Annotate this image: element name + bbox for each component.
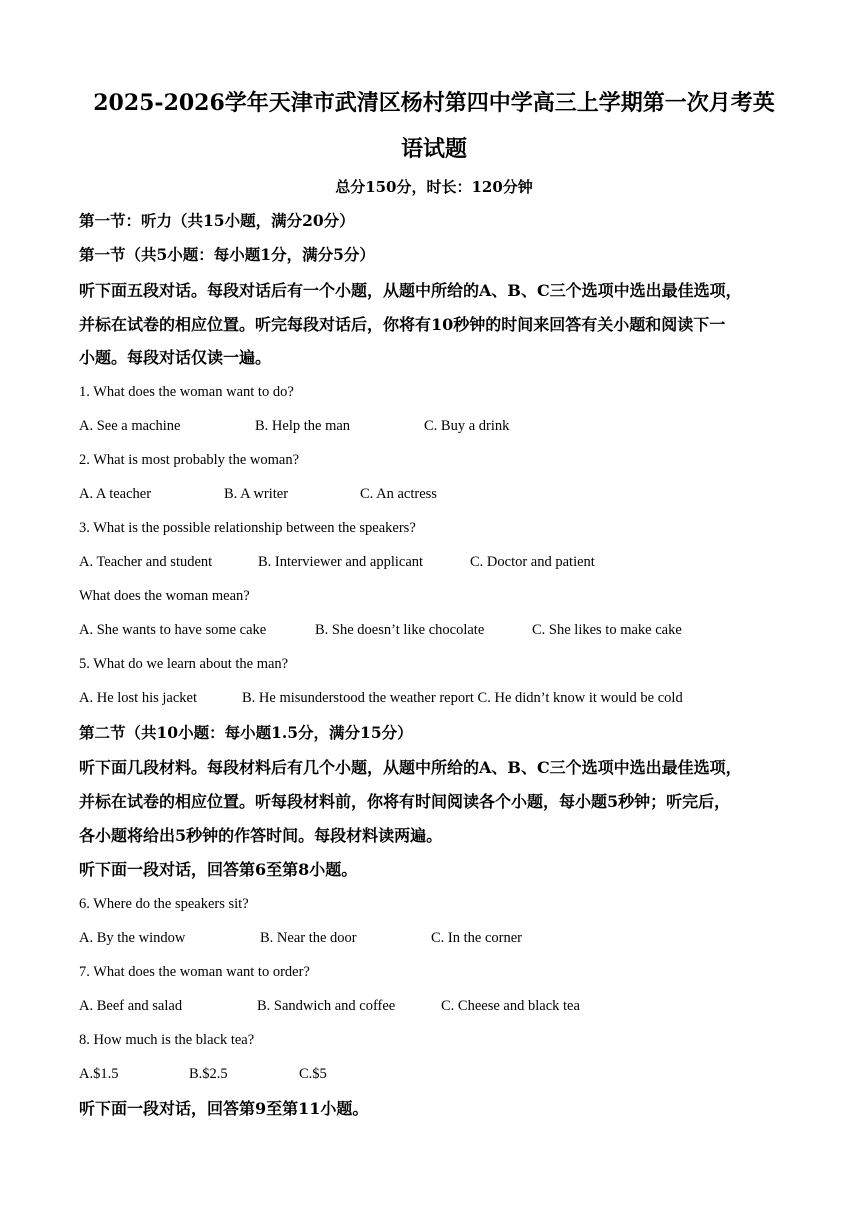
section1-instructions-line3: 小题。每段对话仅读一遍。 bbox=[79, 348, 272, 367]
question-7-option-b: B. Sandwich and coffee bbox=[257, 998, 396, 1014]
question-3-option-c: C. Doctor and patient bbox=[470, 554, 595, 570]
section2-instructions-line2: 并标在试卷的相应位置。听每段材料前，你将有时间阅读各个小题，每小题5秒钟；听完后， bbox=[79, 792, 731, 811]
dialogue-9-11-heading: 听下面一段对话，回答第9至第11小题。 bbox=[79, 1099, 369, 1118]
section2-instructions-line1: 听下面几段材料。每段材料后有几个小题，从题中所给的A、B、C三个选项中选出最佳选项， bbox=[79, 758, 742, 777]
exam-subtitle: 总分150分，时长：120分钟 bbox=[335, 178, 533, 196]
question-8-option-a: A.$1.5 bbox=[79, 1066, 119, 1082]
question-1-option-b: B. Help the man bbox=[255, 418, 351, 434]
question-7-option-a: A. Beef and salad bbox=[79, 998, 183, 1014]
section1-instructions-line2: 并标在试卷的相应位置。听完每段对话后，你将有10秒钟的时间来回答有关小题和阅读下一 bbox=[79, 315, 726, 334]
question-3-option-a: A. Teacher and student bbox=[79, 554, 213, 570]
question-5-option-a: A. He lost his jacket bbox=[79, 690, 197, 706]
question-5: 5. What do we learn about the man? bbox=[79, 656, 289, 672]
part1-heading: 第一节：听力（共15小题，满分20分） bbox=[79, 211, 355, 230]
question-4: What does the woman mean? bbox=[79, 588, 250, 604]
question-1-option-a: A. See a machine bbox=[79, 418, 181, 434]
question-4-option-b: B. She doesn’t like chocolate bbox=[315, 622, 485, 638]
question-1-option-c: C. Buy a drink bbox=[424, 418, 510, 434]
question-2-option-b: B. A writer bbox=[224, 486, 289, 502]
question-4-option-a: A. She wants to have some cake bbox=[79, 622, 267, 638]
question-4-option-c: C. She likes to make cake bbox=[532, 622, 682, 638]
question-8: 8. How much is the black tea? bbox=[79, 1032, 255, 1048]
question-6-option-a: A. By the window bbox=[79, 930, 186, 946]
question-8-option-b: B.$2.5 bbox=[189, 1066, 228, 1082]
question-6: 6. Where do the speakers sit? bbox=[79, 896, 249, 912]
question-2-option-a: A. A teacher bbox=[79, 486, 152, 502]
exam-title-line1: 2025-2026学年天津市武清区杨村第四中学高三上学期第一次月考英 bbox=[93, 90, 775, 116]
question-3-option-b: B. Interviewer and applicant bbox=[258, 554, 424, 570]
question-5-option-bc: B. He misunderstood the weather report C. He didn’t know it would be cold bbox=[242, 690, 683, 706]
question-2: 2. What is most probably the woman? bbox=[79, 452, 300, 468]
question-7-option-c: C. Cheese and black tea bbox=[441, 998, 580, 1014]
section1-instructions-line1: 听下面五段对话。每段对话后有一个小题，从题中所给的A、B、C三个选项中选出最佳选项， bbox=[79, 281, 742, 300]
section2-heading: 第二节（共10小题：每小题1.5分，满分15分） bbox=[79, 723, 413, 742]
question-8-option-c: C.$5 bbox=[299, 1066, 327, 1082]
section1-heading: 第一节（共5小题：每小题1分，满分5分） bbox=[79, 245, 375, 264]
exam-title-line2: 语试题 bbox=[400, 136, 467, 162]
question-2-option-c: C. An actress bbox=[360, 486, 437, 502]
section2-instructions-line3: 各小题将给出5秒钟的作答时间。每段材料读两遍。 bbox=[79, 826, 443, 845]
question-6-option-b: B. Near the door bbox=[260, 930, 357, 946]
question-1: 1. What does the woman want to do? bbox=[79, 384, 294, 400]
dialogue-6-8-heading: 听下面一段对话，回答第6至第8小题。 bbox=[79, 860, 358, 879]
question-3: 3. What is the possible relationship between the speakers? bbox=[79, 520, 416, 536]
question-6-option-c: C. In the corner bbox=[431, 930, 522, 946]
question-7: 7. What does the woman want to order? bbox=[79, 964, 310, 980]
